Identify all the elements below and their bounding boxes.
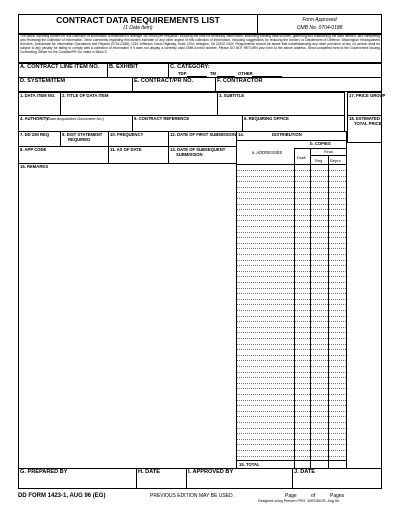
distribution-row-line [237, 304, 346, 305]
block-b-label: B. EXHIBIT [109, 64, 139, 70]
distribution-row-line [237, 187, 346, 188]
distribution-row-line [237, 192, 346, 193]
distribution-col-draft-divider [310, 148, 311, 469]
distribution-row-line [237, 405, 346, 406]
distribution-row-line [237, 349, 346, 350]
block-9-label-1: 9. DIST STATEMENT [62, 132, 103, 137]
copies-label: b. COPIES [310, 141, 331, 146]
distribution-row-line [237, 372, 346, 373]
distribution-row-line [237, 170, 346, 171]
distribution-row-line [237, 215, 346, 216]
distribution-row-line [237, 248, 346, 249]
repro-label: Repro [330, 158, 341, 163]
distribution-row-line [237, 416, 346, 417]
distribution-row-line [237, 232, 346, 233]
block-e-label: E. CONTRACT/PR NO. [134, 78, 194, 84]
block-3-label: 3. SUBTITLE [219, 93, 245, 98]
block-2-label: 2. TITLE OF DATA ITEM [62, 93, 109, 98]
total-line [236, 460, 347, 461]
form-approved: Form Approved [302, 17, 337, 23]
distribution-row-line [237, 310, 346, 311]
distribution-row-line [237, 271, 346, 272]
block-7-label: 7. DD 250 REQ [20, 132, 50, 137]
omb-number: OMB No. 0704-0188 [296, 25, 343, 31]
distribution-row-line [237, 383, 346, 384]
distribution-row-line [237, 433, 346, 434]
distribution-row-line [237, 220, 346, 221]
distribution-row-line [237, 299, 346, 300]
distribution-row-line [237, 428, 346, 429]
block-13-label-1: 13. DATE OF SUBSEQUENT [170, 147, 226, 152]
distribution-header-line [236, 164, 347, 165]
distribution-row-line [237, 254, 346, 255]
distribution-row-line [237, 450, 346, 451]
block-d-label: D. SYSTEM/ITEM [20, 78, 66, 84]
distribution-row-line [237, 355, 346, 356]
distribution-row-line [237, 198, 346, 199]
block-6-label: 6. REQUIRING OFFICE [244, 116, 289, 121]
distribution-row-line [237, 411, 346, 412]
distribution-row-line [237, 366, 346, 367]
block-12-label: 12. DATE OF FIRST SUBMISSION [170, 132, 236, 137]
distribution-row-line [237, 260, 346, 261]
price-column-filler [346, 131, 382, 469]
block-11-label: 11. AS OF DATE [110, 147, 142, 152]
copies-underline [294, 148, 347, 149]
block-13-label-2: SUBMISSION [176, 152, 203, 157]
block-10-label: 10. FREQUENCY [110, 132, 144, 137]
block-h-label: H. DATE [138, 469, 160, 475]
distribution-col-addressee-divider [294, 148, 295, 469]
distribution-row-line [237, 388, 346, 389]
edition-note: PREVIOUS EDITION MAY BE USED. [150, 493, 234, 499]
distribution-row-line [237, 176, 346, 177]
block-15-label: 15. TOTAL [239, 462, 260, 467]
distribution-row-line [237, 444, 346, 445]
block-i-label: I. APPROVED BY [188, 469, 234, 475]
block-16-label: 16. REMARKS [20, 164, 49, 169]
distribution-row-line [237, 282, 346, 283]
distribution-label: DISTRIBUTION [272, 132, 302, 137]
block-18-label-2: TOTAL PRICE [354, 121, 382, 126]
distribution-row-line [237, 276, 346, 277]
distribution-row-line [237, 293, 346, 294]
distribution-row-line [237, 209, 346, 210]
pages-label: Pages [330, 493, 345, 499]
block-f-label: F. CONTRACTOR [217, 78, 263, 84]
distribution-row-line [237, 422, 346, 423]
reg-label: Reg [315, 158, 323, 163]
distribution-row-line [237, 338, 346, 339]
category-other-label: OTHER [238, 71, 253, 76]
burden-statement: The public reporting burden for this collection of information is estimated to average 110 hours per response, including the time for reviewing instructions, searching existing data sources, gathering and maintaining the data needed, and completing and reviewing the collection of information. Send comments regarding this burden estimate or any other aspect of this collection of information, including suggestions for reducing the burden, to Department of Defense, Washington Headquarters Services, Directorate for Information Operations and Reports (0704-0188), 1215 Jefferson Davis Highway, Suite 1204, Arlington, VA 22202-4302. Respondents should be aware that notwithstanding any other provision of law, no person shall be subject to any penalty for failing to comply with a collection of information if it does not display a currently valid OMB control number. Please DO NOT RETURN your form to the above address. Send completed form to the Government Issuing Contracting Officer for the Contract/PR No. listed in Block E. [20, 35, 380, 54]
block-8-label: 8. APP CODE [20, 147, 47, 152]
block-a-label: A. CONTRACT LINE ITEM NO. [20, 64, 100, 70]
distribution-row-line [237, 394, 346, 395]
block-4-label: 4. AUTHORITY [20, 116, 49, 121]
addressee-label: a. ADDRESSEE [252, 150, 283, 155]
block-9-label-2: REQUIRED [68, 137, 91, 142]
distribution-row-line [237, 226, 346, 227]
distribution-row-line [237, 344, 346, 345]
distribution-row-line [237, 265, 346, 266]
category-tm-label: TM [210, 71, 217, 76]
distribution-row-line [237, 316, 346, 317]
category-tdp-label: TDP [178, 71, 187, 76]
page-of-label: of [311, 493, 316, 499]
distribution-row-line [237, 204, 346, 205]
designed-note: Designed using Perform PRO, WHS/DIOR, Aug 96 [258, 499, 339, 503]
distribution-row-line [237, 181, 346, 182]
distribution-row-line [237, 360, 346, 361]
block-j-label: J. DATE [294, 469, 316, 475]
distribution-row-line [237, 377, 346, 378]
draft-label: Draft [297, 155, 306, 160]
final-label: Final [324, 149, 333, 154]
block-18-label-1: 18. ESTIMATED [349, 116, 380, 121]
form-number: DD FORM 1423-1, AUG 96 (EG) [18, 493, 106, 499]
block-14-label: 14. [238, 132, 244, 137]
distribution-row-line [237, 400, 346, 401]
distribution-row-line [237, 288, 346, 289]
form-subtitle: (1 Data Item) [123, 25, 153, 31]
distribution-row-line [237, 332, 346, 333]
form-title: CONTRACT DATA REQUIREMENTS LIST [56, 15, 220, 25]
block-16[interactable] [18, 163, 237, 469]
page-label: Page [285, 493, 297, 499]
distribution-row-line [237, 327, 346, 328]
distribution-row-line [237, 456, 346, 457]
block-1-label: 1. DATA ITEM NO. [20, 93, 56, 98]
distribution-row-line [237, 321, 346, 322]
distribution-row-line [237, 243, 346, 244]
block-c-label: C. CATEGORY: [170, 64, 210, 70]
block-g-label: G. PREPARED BY [20, 469, 68, 475]
block-5-label: 5. CONTRACT REFERENCE [134, 116, 190, 121]
distribution-row-line [237, 439, 346, 440]
block-17-label: 17. PRICE GROUP [349, 93, 386, 98]
block-4-note: (Data Acquisition Document No.) [46, 116, 105, 121]
distribution-row-line [237, 237, 346, 238]
